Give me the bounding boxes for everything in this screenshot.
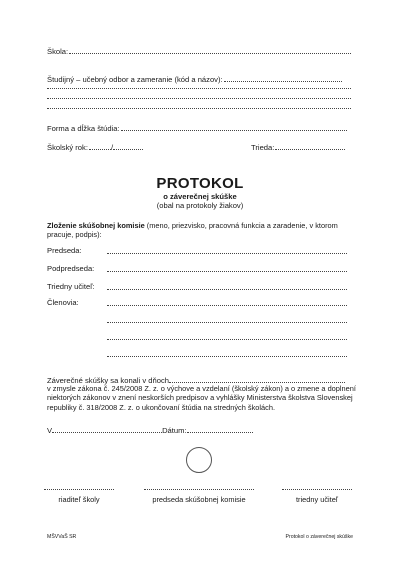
chair-signature-line bbox=[144, 489, 254, 490]
class-teacher-dots bbox=[107, 289, 347, 290]
footer-left: MŠVVaŠ SR bbox=[47, 534, 77, 540]
school-field bbox=[47, 46, 351, 56]
field-of-study-line-2 bbox=[47, 88, 351, 89]
members-label: Členovia: bbox=[47, 298, 79, 307]
class-teacher-field bbox=[47, 282, 95, 291]
teacher-signature-label: triedny učiteľ bbox=[295, 495, 338, 504]
place-label: V bbox=[47, 426, 53, 435]
document-title: PROTOKOL bbox=[156, 175, 244, 192]
field-of-study-dots bbox=[224, 74, 342, 82]
school-year-dots-1 bbox=[89, 142, 114, 152]
member-dots-4 bbox=[107, 356, 347, 357]
director-signature-label: riaditeľ školy bbox=[58, 495, 100, 504]
class-dots bbox=[275, 142, 345, 150]
director-signature bbox=[44, 489, 114, 504]
teacher-signature-line bbox=[282, 489, 352, 490]
school-year-separator: / bbox=[110, 143, 114, 152]
document-subtitle: o záverečnej skúške bbox=[163, 192, 237, 201]
chair-dots bbox=[107, 253, 347, 254]
footer-right: Protokol o záverečnej skúške bbox=[285, 534, 353, 540]
class-field bbox=[251, 142, 345, 152]
teacher-signature bbox=[282, 489, 352, 504]
member-dots-1 bbox=[107, 305, 347, 306]
exam-dates-dots bbox=[169, 375, 345, 383]
class-label: Trieda: bbox=[251, 143, 275, 152]
school-year-dots-2 bbox=[110, 142, 143, 152]
document-note: (obal na protokoly žiakov) bbox=[156, 201, 244, 210]
place-dots bbox=[52, 425, 162, 433]
vice-chair-label: Podpredseda: bbox=[47, 264, 95, 273]
field-of-study-line-3 bbox=[47, 98, 351, 99]
chair-signature-label: predseda skúšobnej komisie bbox=[152, 495, 246, 504]
class-teacher-label: Triedny učiteľ: bbox=[47, 282, 95, 291]
chair-label: Predseda: bbox=[47, 246, 82, 255]
study-form-field bbox=[47, 123, 347, 133]
school-dots bbox=[69, 46, 351, 54]
place-date-field bbox=[47, 425, 253, 435]
school-year-field bbox=[47, 142, 143, 152]
commission-heading bbox=[47, 221, 357, 240]
director-signature-line bbox=[44, 489, 114, 490]
commission-heading-bold: Zloženie skúšobnej komisie bbox=[47, 221, 145, 230]
field-of-study-field bbox=[47, 74, 342, 84]
exam-dates-label: Záverečné skúšky sa konali v dňoch bbox=[47, 376, 169, 385]
member-dots-2 bbox=[107, 322, 347, 323]
vice-chair-dots bbox=[107, 271, 347, 272]
vice-chair-field bbox=[47, 264, 94, 273]
chair-field bbox=[47, 246, 82, 255]
date-label: Dátum: bbox=[162, 426, 187, 435]
date-dots bbox=[187, 425, 253, 433]
members-field bbox=[47, 298, 79, 307]
school-label: Škola: bbox=[47, 47, 69, 56]
study-form-label: Forma a dĺžka štúdia: bbox=[47, 124, 120, 133]
field-of-study-line-4 bbox=[47, 108, 351, 109]
member-dots-3 bbox=[107, 339, 347, 340]
chair-signature bbox=[144, 489, 254, 504]
field-of-study-label: Študijný – učebný odbor a zameranie (kód a názov): bbox=[47, 75, 223, 84]
stamp-circle bbox=[186, 447, 212, 473]
school-year-label: Školský rok: bbox=[47, 143, 88, 152]
study-form-dots bbox=[121, 123, 347, 131]
commission-heading-note: (meno, priezvisko, pracovná funkcia a zaradenie, v ktorom pracuje, podpis): bbox=[47, 221, 338, 240]
legal-statement: v zmysle zákona č. 245/2008 Z. z. o výchove a vzdelaní (školský zákon) a o zmene a doplnení niektorých zákonov v znení neskorších predpisov a vyhlášky Ministerstva školstva Slovenskej republiky č. 318/2008 Z. z. o ukončovaní štúdia na stredných školách. bbox=[47, 384, 356, 412]
